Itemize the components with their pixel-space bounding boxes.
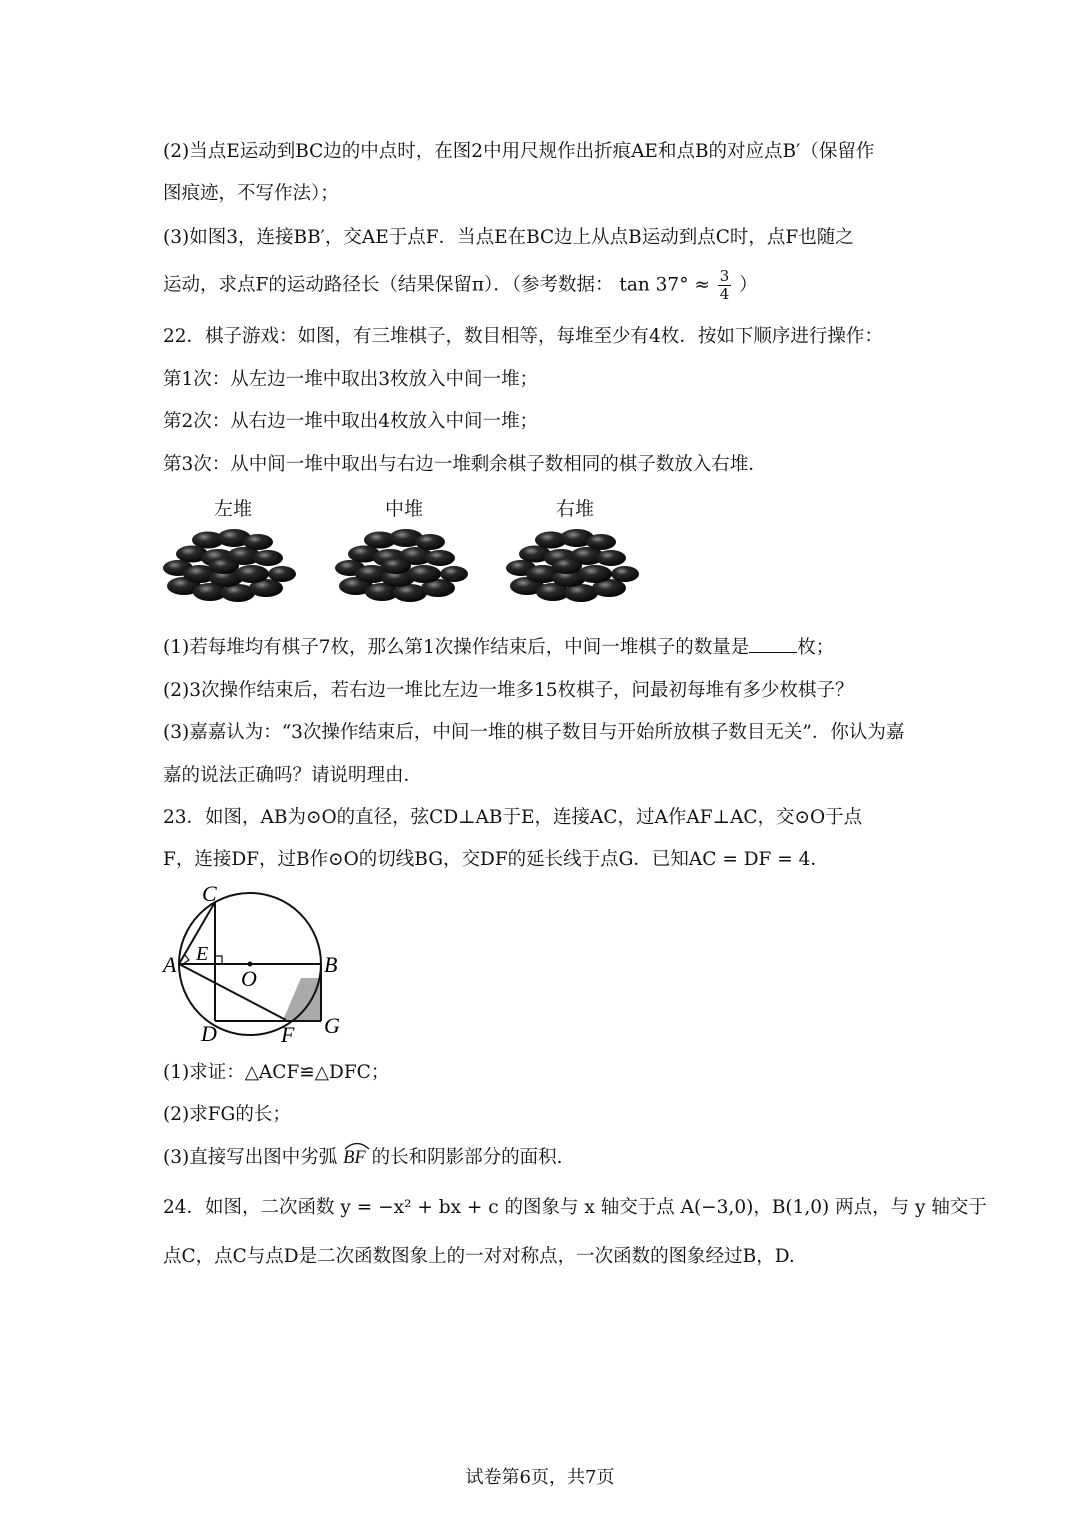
- go-stones-middle-pile-image: [334, 522, 469, 607]
- q21-part2-line2: 图痕迹，不写作法）；: [163, 183, 339, 204]
- q22-part3-line1: (3)嘉嘉认为：“3次操作结束后，中间一堆的棋子数目与开始所放棋子数目无关”．你认为嘉: [163, 722, 905, 743]
- q21-part3-close: ）: [739, 274, 758, 296]
- q22-part3-line2: 嘉的说法正确吗？请说明理由．: [163, 765, 423, 786]
- q23-part3: [163, 1144, 563, 1172]
- q22-step2: 第2次：从右边一堆中取出4枚放入中间一堆；: [163, 411, 539, 432]
- q22-part2: (2)3次操作结束后，若右边一堆比左边一堆多15枚棋子，问最初每堆有多少枚棋子？: [163, 680, 854, 701]
- q21-fraction: [718, 268, 732, 303]
- go-stones-right-pile-image: [505, 522, 640, 607]
- q23-part3-rest: 的长和阴影部分的面积.: [371, 1147, 563, 1168]
- arc-symbol-icon: [343, 1140, 371, 1150]
- label-E: E: [196, 943, 209, 965]
- pile-label-right: 右堆: [556, 498, 595, 520]
- q21-tan-expression: tan 37° ≈: [619, 274, 710, 296]
- label-D: D: [201, 1021, 217, 1046]
- label-F: F: [281, 1022, 295, 1047]
- q21-part2-line1: (2)当点E运动到BC边的中点时，在图2中用尺规作出折痕AE和点B的对应点B′（保留作: [163, 141, 875, 162]
- arc-BF: [343, 1144, 366, 1172]
- q23-stem-line2: F，连接DF，过B作⊙O的切线BG，交DF的延长线于点G．已知AC = DF = 4．: [163, 849, 829, 870]
- go-stones-left-pile-image: [162, 522, 297, 607]
- arc-BF-label: BF: [343, 1148, 366, 1168]
- q22-step3: 第3次：从中间一堆中取出与右边一堆剩余棋子数相同的棋子数放入右堆．: [163, 454, 767, 475]
- q22-stem: 22．棋子游戏：如图，有三堆棋子，数目相等，每堆至少有4枚．按如下顺序进行操作：: [163, 326, 883, 347]
- q21-fraction-numerator: 3: [719, 267, 730, 285]
- label-G: G: [324, 1013, 340, 1038]
- right-angle-mark-E: [215, 956, 222, 964]
- q21-fraction-denominator: 4: [719, 285, 730, 303]
- q23-part1: (1)求证：△ACF≌△DFC；: [163, 1062, 390, 1083]
- pile-label-left: 左堆: [214, 498, 253, 520]
- label-B: B: [324, 952, 338, 977]
- answer-blank: [749, 634, 797, 653]
- q22-step1: 第1次：从左边一堆中取出3枚放入中间一堆；: [163, 369, 539, 390]
- q21-part3-line1: (3)如图3，连接BB′，交AE于点F．当点E在BC边上从点B运动到点C时，点F也随之: [163, 227, 854, 248]
- q21-part3-line2: [163, 268, 758, 303]
- q22-part1: [163, 634, 834, 662]
- q23-stem-line1: 23．如图，AB为⊙O的直径，弦CD⊥AB于E，连接AC，过A作AF⊥AC，交⊙O于点: [163, 807, 863, 828]
- q22-part1-unit: 枚；: [797, 637, 835, 658]
- q23-part3-text: (3)直接写出图中劣弧: [163, 1147, 338, 1168]
- pile-label-middle: 中堆: [385, 498, 424, 520]
- q22-part1-text: (1)若每堆均有棋子7枚，那么第1次操作结束后，中间一堆棋子的数量是: [163, 637, 750, 658]
- q24-line2: 点C，点C与点D是二次函数图象上的一对对称点，一次函数的图象经过B，D.: [163, 1246, 795, 1267]
- page-footer: 试卷第6页，共7页: [465, 1467, 615, 1488]
- segment-AF: [179, 964, 286, 1020]
- q21-part3-text: 运动，求点F的运动路径长（结果保留π）．（参考数据：: [163, 274, 614, 296]
- label-O: O: [241, 966, 257, 991]
- circle-geometry-figure: [158, 880, 358, 1050]
- q23-part2: (2)求FG的长；: [163, 1104, 291, 1125]
- label-A: A: [163, 952, 177, 977]
- label-C: C: [202, 881, 217, 906]
- q24-line1: 24．如图，二次函数 y = −x² + bx + c 的图象与 x 轴交于点 A(−3,0)，B(1,0) 两点，与 y 轴交于: [163, 1197, 987, 1218]
